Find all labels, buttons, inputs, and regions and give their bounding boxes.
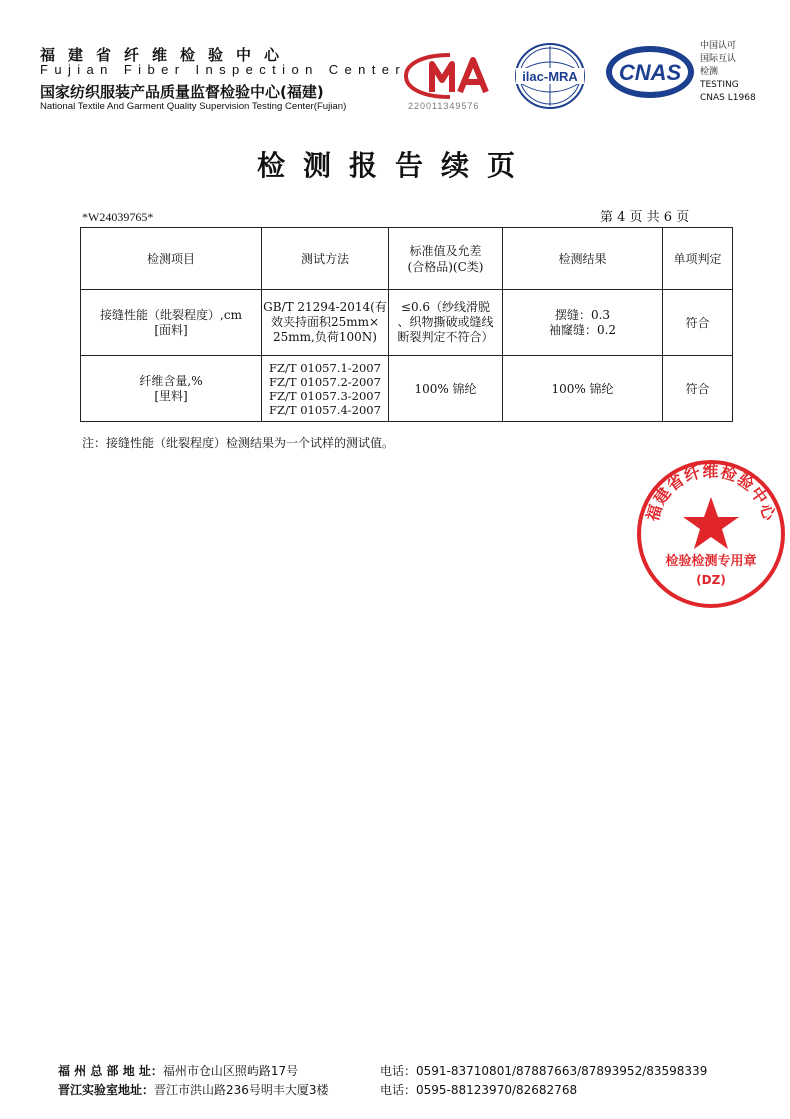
header-cell-method: 测试方法 xyxy=(262,228,389,290)
cell-verdict: 符合 xyxy=(663,356,733,422)
table-row xyxy=(81,356,733,422)
note-text: 注：接缝性能（纰裂程度）检测结果为一个试样的测试值。 xyxy=(82,436,395,450)
svg-text:ilac-MRA: ilac-MRA xyxy=(522,69,578,84)
table-header-row xyxy=(81,228,733,290)
header-cell-item: 检测项目 xyxy=(81,228,262,290)
org2-name-en: National Textile And Garment Quality Supervision Testing Center(Fujian) xyxy=(40,101,347,112)
footer-hq xyxy=(58,1062,708,1079)
footer-hq-tel: 电话：0591-83710801/87887663/87893952/83598339 xyxy=(380,1064,708,1078)
official-seal-icon xyxy=(634,457,788,611)
cell-item: 接缝性能（纰裂程度）,cm [面料] xyxy=(81,290,262,356)
report-number: *W24039765* xyxy=(82,210,154,224)
header-cell-result: 检测结果 xyxy=(503,228,663,290)
svg-text:检验检测专用章: 检验检测专用章 xyxy=(665,554,757,569)
cell-standard: 100% 锦纶 xyxy=(389,356,503,422)
footer-lab-tel: 电话：0595-88123970/82682768 xyxy=(380,1083,578,1097)
cell-method: GB/T 21294-2014(有 效夹持面积25mm× 25mm,负荷100N) xyxy=(262,290,389,356)
footer-lab-label: 晋江实验室地址： xyxy=(58,1083,155,1097)
page-number: 第 4 页 共 6 页 xyxy=(600,210,690,225)
org-name-en: Fujian Fiber Inspection Center xyxy=(40,62,407,77)
header-cell-verdict: 单项判定 xyxy=(663,228,733,290)
footer-hq-address: 福州市仓山区照屿路17号 xyxy=(162,1064,299,1078)
org-name-cn: 福建省纤维检验中心 xyxy=(40,46,293,64)
header-cell-standard: 标准值及允差 (合格品)(C类) xyxy=(389,228,503,290)
table-row xyxy=(81,290,733,356)
ilac-mra-logo-icon xyxy=(512,40,588,112)
org2-name-cn: 国家纺织服装产品质量监督检验中心(福建) xyxy=(40,83,324,101)
cell-verdict: 符合 xyxy=(663,290,733,356)
svg-text:CNAS: CNAS xyxy=(618,60,682,85)
cnas-logo-icon xyxy=(604,44,696,100)
cma-number: 220011349576 xyxy=(408,101,480,111)
cma-logo-icon xyxy=(402,52,498,100)
footer-lab-address: 晋江市洪山路236号明丰大厦3楼 xyxy=(154,1083,329,1097)
cell-item: 纤维含量,% [里料] xyxy=(81,356,262,422)
results-table xyxy=(80,227,733,422)
cell-standard: ≤0.6（纱线滑脱 、织物撕破或缝线 断裂判定不符合） xyxy=(389,290,503,356)
svg-text:福建省纤维检验中心: 福建省纤维检验中心 xyxy=(642,461,780,524)
footer-lab xyxy=(58,1081,578,1098)
cell-result: 100% 锦纶 xyxy=(503,356,663,422)
cell-result: 摆缝：0.3 袖窿缝：0.2 xyxy=(503,290,663,356)
footer-hq-label: 福 州 总 部 地 址： xyxy=(58,1064,163,1078)
cnas-accreditation-text: 中国认可 国际互认 检测 TESTING CNAS L1968 xyxy=(700,41,756,103)
svg-text:(DZ): (DZ) xyxy=(696,573,726,587)
cell-method: FZ/T 01057.1-2007 FZ/T 01057.2-2007 FZ/T 01057.3-2007 FZ/T 01057.4-2007 xyxy=(262,356,389,422)
page-title: 检测报告续页 xyxy=(256,149,533,182)
